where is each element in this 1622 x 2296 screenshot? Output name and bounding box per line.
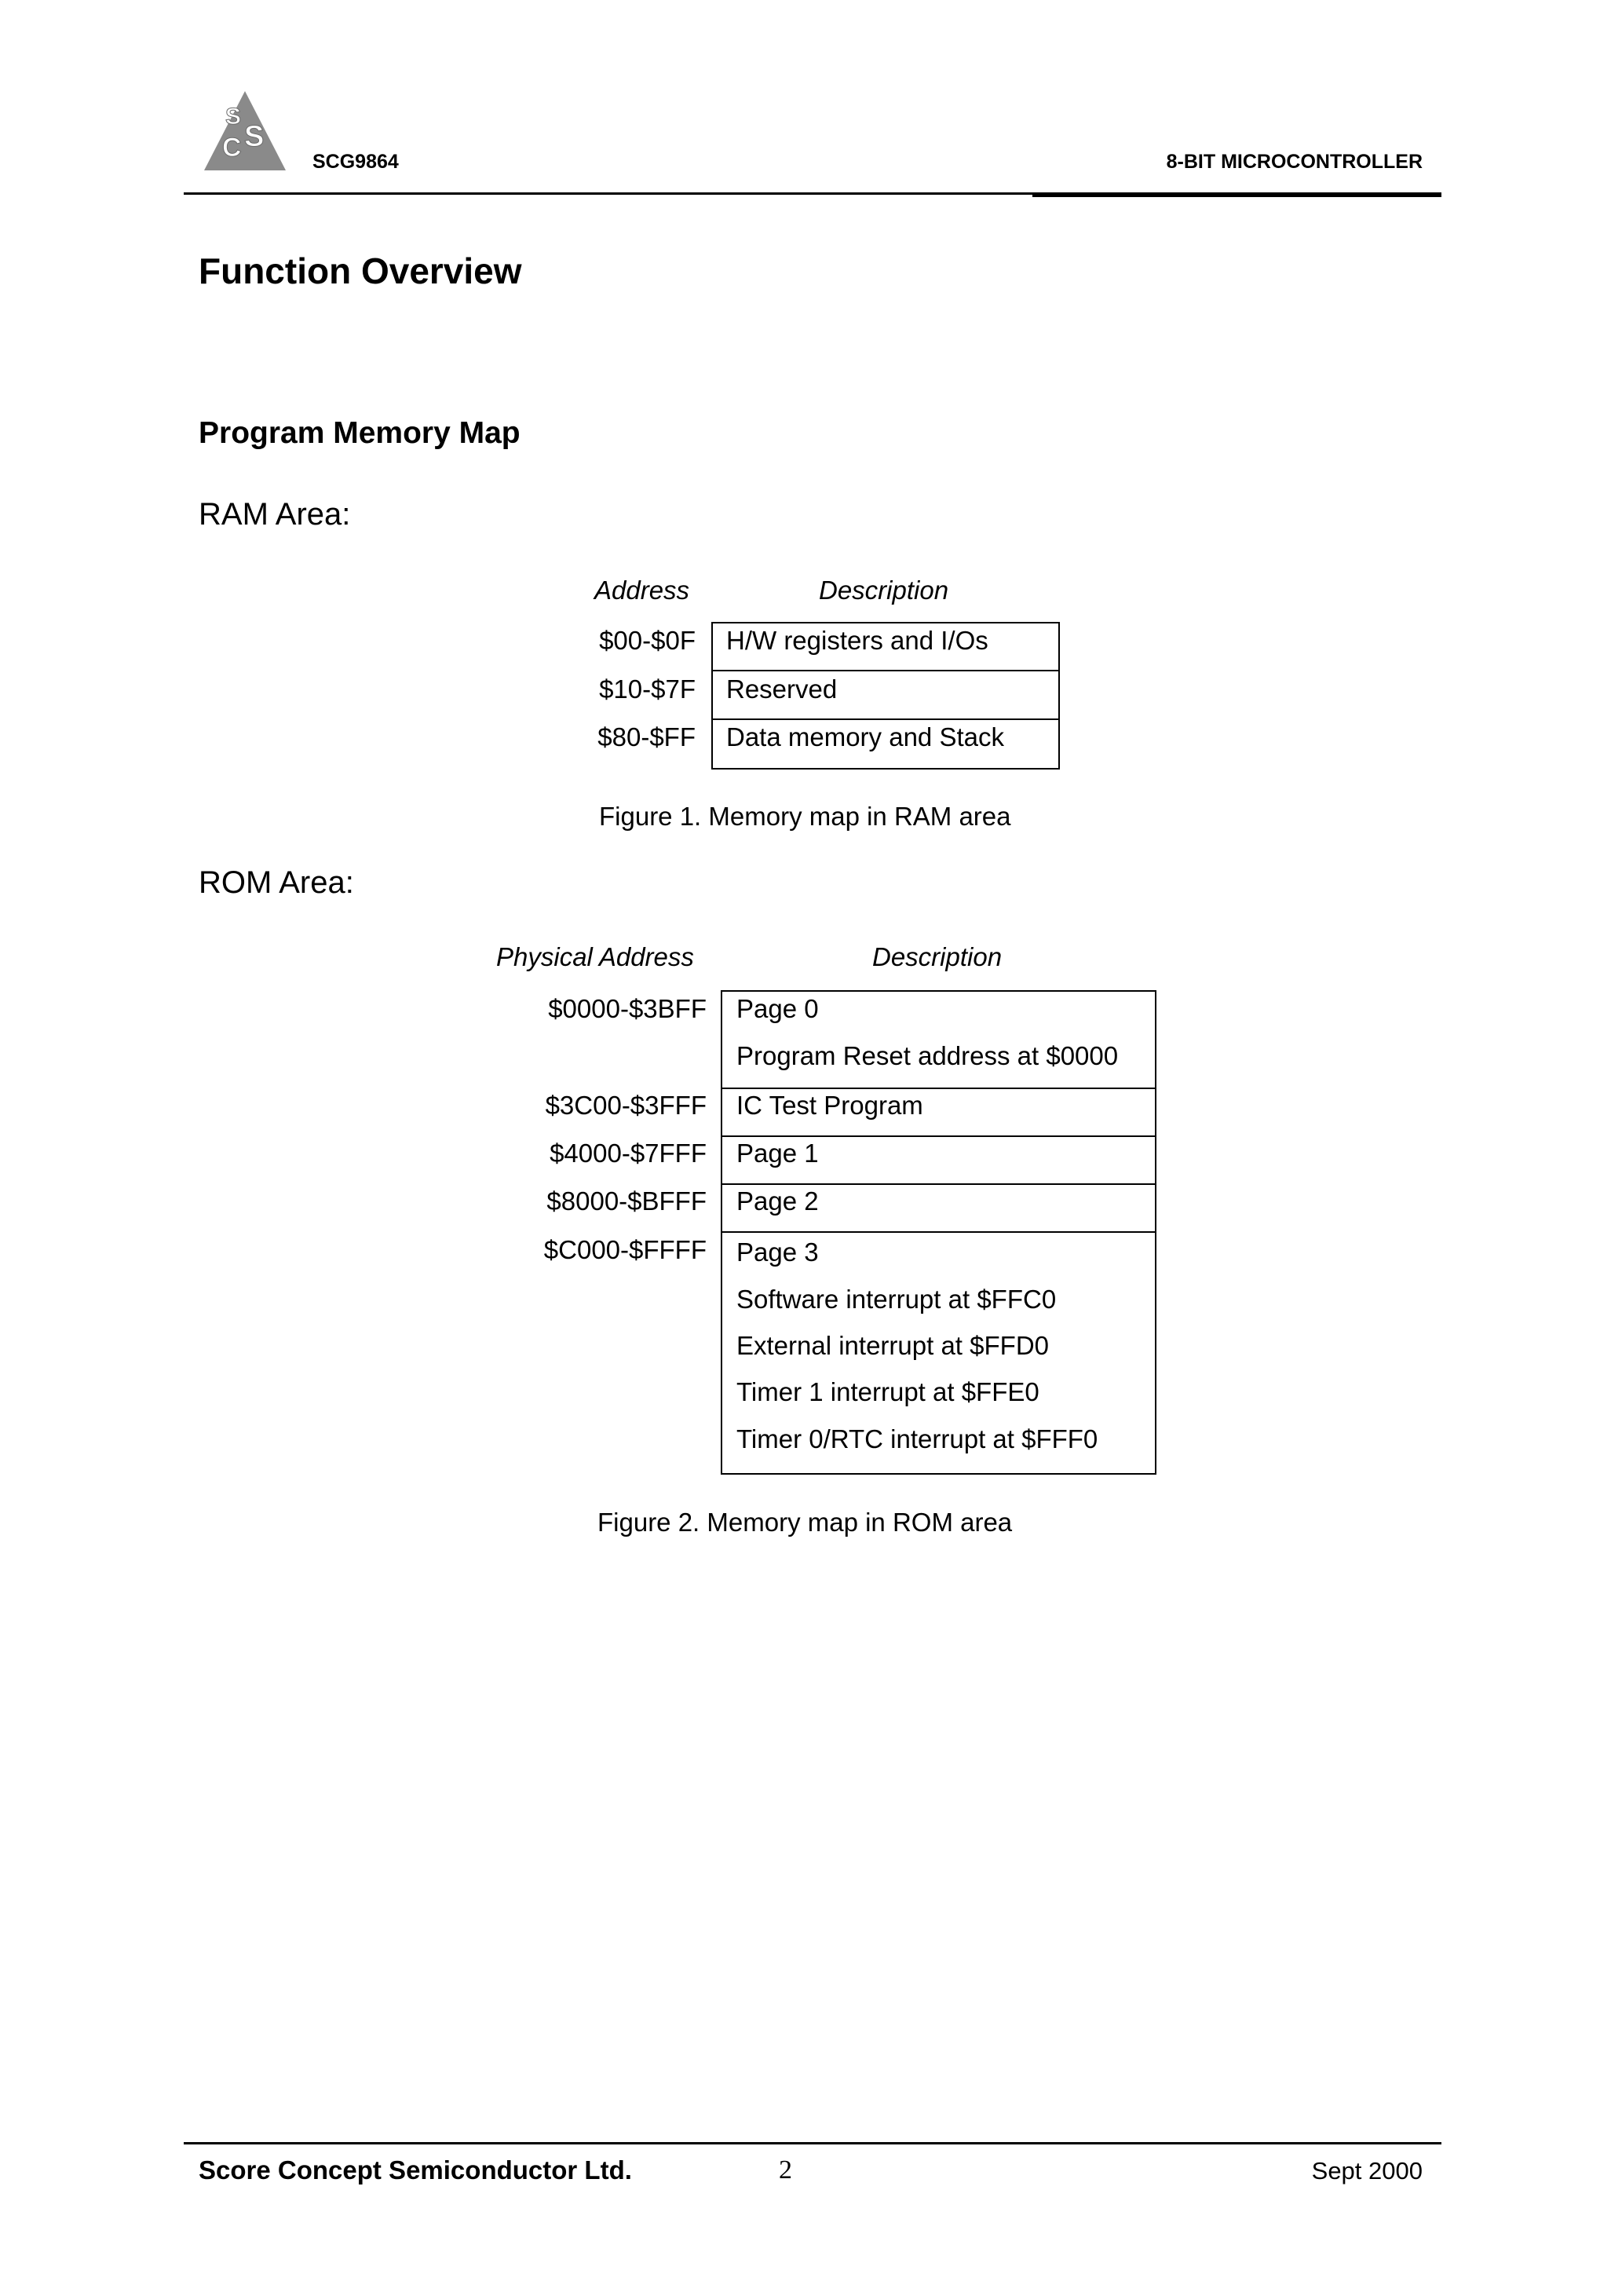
product-name: 8-BIT MICROCONTROLLER bbox=[1166, 151, 1423, 173]
rom-row-divider bbox=[721, 1135, 1156, 1137]
ram-row-divider bbox=[711, 670, 1060, 671]
rom-row-address: $C000-$FFFF bbox=[543, 1235, 707, 1264]
ram-row-description: Data memory and Stack bbox=[726, 722, 1004, 751]
page-number: 2 bbox=[779, 2155, 792, 2184]
figure-2-caption: Figure 2. Memory map in ROM area bbox=[597, 1508, 1013, 1537]
section-heading: Program Memory Map bbox=[199, 416, 521, 450]
rom-row-description: Page 2 bbox=[736, 1186, 819, 1216]
rom-row-description: Page 3 bbox=[736, 1238, 819, 1267]
svg-text:S: S bbox=[244, 120, 265, 153]
page-title: Function Overview bbox=[199, 250, 522, 291]
rom-row-address: $3C00-$3FFF bbox=[545, 1091, 707, 1120]
ram-col-address: Address bbox=[594, 576, 690, 605]
rom-row-description: Software interrupt at $FFC0 bbox=[736, 1285, 1057, 1314]
ram-row-description: H/W registers and I/Os bbox=[726, 626, 988, 655]
ram-row-divider bbox=[711, 718, 1060, 720]
figure-1-caption: Figure 1. Memory map in RAM area bbox=[599, 802, 1011, 831]
rom-row-divider bbox=[721, 1183, 1156, 1185]
ram-row-address: $00-$0F bbox=[599, 626, 696, 655]
rom-row-description: Program Reset address at $0000 bbox=[736, 1041, 1119, 1070]
rom-row-address: $0000-$3BFF bbox=[548, 994, 707, 1023]
publication-date: Sept 2000 bbox=[1311, 2157, 1423, 2184]
header-rule-accent bbox=[1032, 192, 1441, 197]
part-number: SCG9864 bbox=[312, 151, 399, 173]
ram-row-address: $10-$7F bbox=[599, 675, 696, 704]
rom-col-description: Description bbox=[872, 942, 1003, 971]
svg-text:S: S bbox=[225, 104, 242, 130]
rom-row-description: Timer 1 interrupt at $FFE0 bbox=[736, 1377, 1039, 1406]
rom-row-address: $4000-$7FFF bbox=[550, 1139, 707, 1168]
rom-row-description: Page 0 bbox=[736, 994, 819, 1023]
company-name: Score Concept Semiconductor Ltd. bbox=[199, 2155, 632, 2184]
ram-col-description: Description bbox=[819, 576, 949, 605]
rom-row-description: External interrupt at $FFD0 bbox=[736, 1331, 1049, 1360]
ram-area-title: RAM Area: bbox=[199, 497, 351, 532]
scs-logo bbox=[202, 89, 288, 174]
rom-row-description: IC Test Program bbox=[736, 1091, 923, 1120]
ram-row-address: $80-$FF bbox=[597, 722, 696, 751]
rom-area-title: ROM Area: bbox=[199, 865, 354, 900]
rom-row-description: Timer 0/RTC interrupt at $FFF0 bbox=[736, 1424, 1098, 1453]
rom-row-address: $8000-$BFFF bbox=[546, 1186, 707, 1216]
rom-row-divider bbox=[721, 1088, 1156, 1089]
rom-row-description: Page 1 bbox=[736, 1139, 819, 1168]
rom-col-address: Physical Address bbox=[496, 942, 694, 971]
rom-row-divider bbox=[721, 1231, 1156, 1233]
ram-row-description: Reserved bbox=[726, 675, 838, 704]
svg-text:C: C bbox=[222, 133, 242, 163]
footer-rule bbox=[184, 2142, 1441, 2144]
